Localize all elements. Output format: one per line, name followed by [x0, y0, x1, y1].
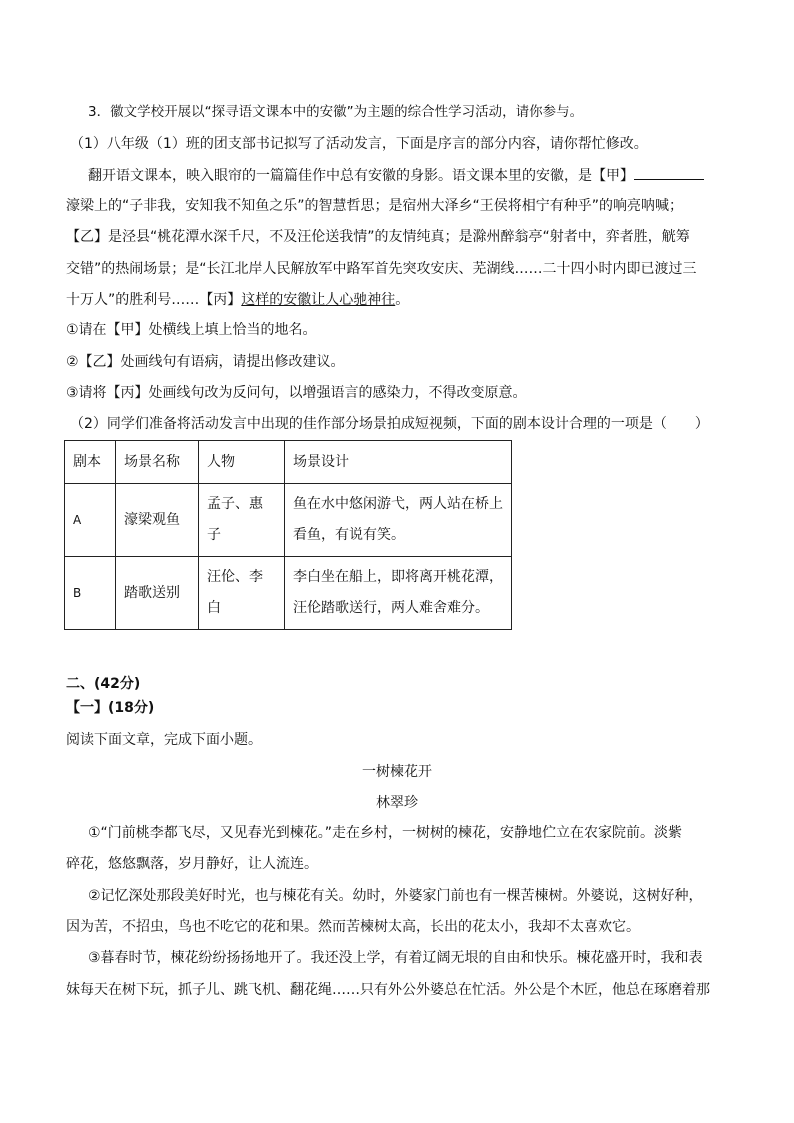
part-1-intro: （1）八年级（1）班的团支部书记拟写了活动发言，下面是序言的部分内容，请你帮忙修改。 [70, 136, 648, 152]
row-id: A [65, 484, 116, 557]
passage-line-3: 【乙】是泾县“桃花潭水深千尺，不及汪伦送我情”的友情纯真；是滁州醉翁亭“射者中，弈者胜，觥筹 [66, 229, 690, 245]
header-design: 场景设计 [285, 441, 512, 484]
paragraph-line: 妹每天在树下玩，抓子儿、跳飞机、翻花绳……只有外公外婆总在忙活。外公是个木匠，他总在琢磨着那 [66, 982, 710, 998]
paragraph-line: ①“门前桃李都飞尽，又见春光到楝花。”走在乡村，一树树的楝花，安静地伫立在农家院前。淡紫 [88, 825, 683, 841]
sub-question-2: ②【乙】处画线句有语病，请提出修改建议。 [66, 354, 345, 370]
row-id: B [65, 557, 116, 630]
part-2-intro: （2）同学们准备将活动发言中出现的佳作部分场景拍成短视频，下面的剧本设计合理的一项是（ ） [70, 416, 709, 432]
paragraph-line: ②记忆深处那段美好时光，也与楝花有关。幼时，外婆家门前也有一棵苦楝树。外婆说，这树好种， [88, 888, 703, 904]
header-script: 剧本 [65, 441, 116, 484]
row-people: 汪伦、李白 [199, 557, 285, 630]
question-3-title: 3．徽文学校开展以“探寻语文课本中的安徽”为主题的综合性学习活动，请你参与。 [88, 104, 584, 120]
reading-instruction: 阅读下面文章，完成下面小题。 [66, 732, 262, 748]
sub-question-3: ③请将【丙】处画线句改为反问句，以增强语言的感染力，不得改变原意。 [66, 385, 527, 401]
paragraph-line: 碎花，悠悠飘落，岁月静好，让人流连。 [66, 856, 318, 872]
passage-line-1: 翻开语文课本，映入眼帘的一篇篇佳作中总有安徽的身影。语文课本里的安徽，是【甲】 [88, 165, 704, 186]
passage-line-2: 濠梁上的“子非我，安知我不知鱼之乐”的智慧哲思；是宿州大泽乡“王侯将相宁有种乎”的响亮呐喊； [66, 198, 684, 214]
paragraph-line: 因为苦，不招虫，鸟也不吃它的花和果。然而苦楝树太高，长出的花太小，我却不太喜欢它。 [66, 919, 640, 935]
underlined-sentence: 这样的安徽让人心驰神往 [241, 292, 396, 308]
article-title: 一树楝花开 [362, 764, 432, 780]
script-table [64, 440, 512, 630]
fill-in-blank[interactable] [634, 165, 704, 180]
row-design: 鱼在水中悠闲游弋，两人站在桥上看鱼，有说有笑。 [285, 484, 512, 557]
table-header-row [65, 441, 512, 484]
paragraph-line: ③暮春时节，楝花纷纷扬扬地开了。我还没上学，有着辽阔无垠的自由和快乐。楝花盛开时，我和表 [88, 950, 703, 966]
table-row[interactable] [65, 557, 512, 630]
row-scene: 踏歌送别 [116, 557, 199, 630]
sub-section-heading: 【一】(18分) [66, 700, 155, 716]
header-people: 人物 [199, 441, 285, 484]
row-design: 李白坐在船上，即将离开桃花潭，汪伦踏歌送行，两人难舍难分。 [285, 557, 512, 630]
table-row[interactable] [65, 484, 512, 557]
header-scene: 场景名称 [116, 441, 199, 484]
passage-line-4: 交错”的热闹场景；是“长江北岸人民解放军中路军首先突攻安庆、芜湖线……二十四小时内即已渡过三 [66, 261, 697, 277]
row-scene: 濠梁观鱼 [116, 484, 199, 557]
sub-question-1: ①请在【甲】处横线上填上恰当的地名。 [66, 322, 317, 338]
row-people: 孟子、惠子 [199, 484, 285, 557]
article-author: 林翠珍 [376, 795, 418, 811]
passage-line-5: 十万人”的胜利号……【丙】这样的安徽让人心驰神往。 [66, 292, 410, 308]
section-heading: 二、(42分) [66, 676, 141, 692]
